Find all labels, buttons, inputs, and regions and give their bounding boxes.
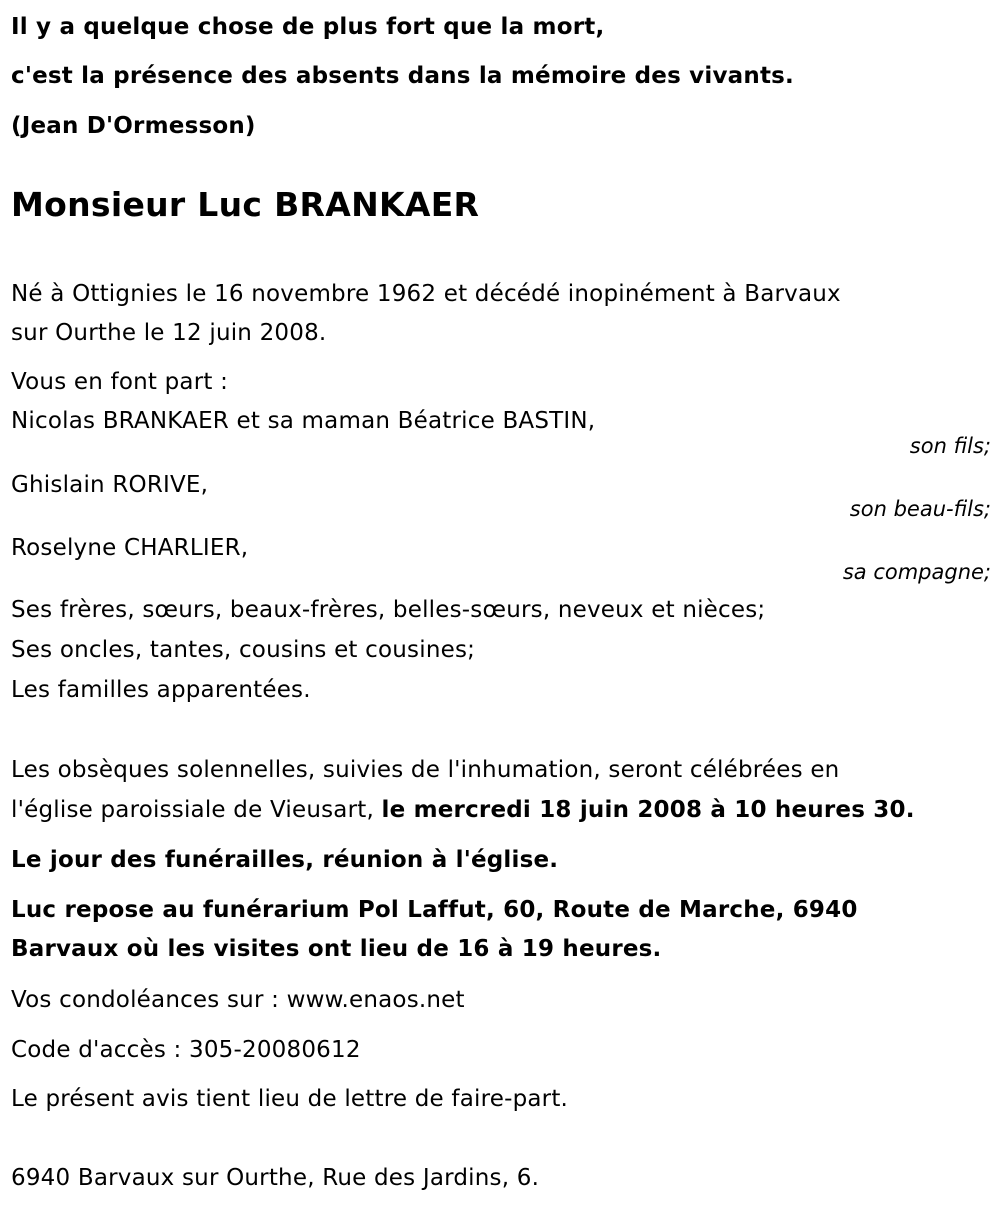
condolences-line: Vos condoléances sur : www.enaos.net <box>11 987 465 1013</box>
family-member-name: Ghislain RORIVE, <box>11 472 209 498</box>
quote-line-2: c'est la présence des absents dans la mémoire des vivants. <box>11 63 794 89</box>
family-member-name: Nicolas BRANKAER et sa maman Béatrice BASTIN, <box>11 408 596 434</box>
funeral-line-2 <box>11 795 915 825</box>
birth-death-line-1: Né à Ottignies le 16 novembre 1962 et décédé inopinément à Barvaux <box>11 281 841 307</box>
deceased-name: Monsieur Luc BRANKAER <box>11 185 480 224</box>
quote-line-1: Il y a quelque chose de plus fort que la mort, <box>11 14 605 40</box>
address-line: 6940 Barvaux sur Ourthe, Rue des Jardins, 6. <box>11 1165 540 1191</box>
quote-author: (Jean D'Ormesson) <box>11 113 256 139</box>
other-relatives-line: Ses oncles, tantes, cousins et cousines; <box>11 637 476 663</box>
family-member-relation: son beau-fils; <box>849 497 991 521</box>
family-member-relation: son fils; <box>909 434 991 458</box>
birth-death-line-2: sur Ourthe le 12 juin 2008. <box>11 320 327 346</box>
access-code-line: Code d'accès : 305-20080612 <box>11 1037 361 1063</box>
funerarium-line-2: Barvaux où les visites ont lieu de 16 à 19 heures. <box>11 936 662 962</box>
notice-line: Le présent avis tient lieu de lettre de faire-part. <box>11 1086 569 1112</box>
funeral-date-time: le mercredi 18 juin 2008 à 10 heures 30. <box>381 797 915 823</box>
family-member-relation: sa compagne; <box>842 560 991 584</box>
funeral-location: l'église paroissiale de Vieusart, <box>11 797 382 823</box>
family-member-name: Roselyne CHARLIER, <box>11 535 249 561</box>
funeral-meeting: Le jour des funérailles, réunion à l'église. <box>11 847 559 873</box>
funeral-line-1: Les obsèques solennelles, suivies de l'inhumation, seront célébrées en <box>11 757 840 783</box>
other-relatives-line: Ses frères, sœurs, beaux-frères, belles-sœurs, neveux et nièces; <box>11 597 766 623</box>
other-relatives-line: Les familles apparentées. <box>11 677 311 703</box>
funerarium-line-1: Luc repose au funérarium Pol Laffut, 60, Route de Marche, 6940 <box>11 897 858 923</box>
announcement-intro: Vous en font part : <box>11 369 229 395</box>
